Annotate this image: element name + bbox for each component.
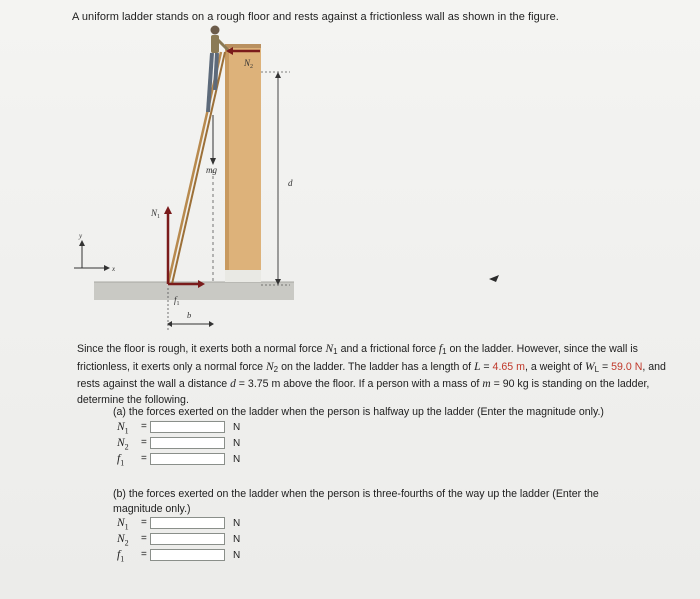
mouse-cursor-icon — [487, 270, 501, 284]
b-label: b — [187, 310, 192, 320]
f1-label: $f_1$ — [174, 295, 180, 307]
variable-label: $N_1$ — [117, 517, 129, 532]
part-a-n2-input[interactable] — [150, 437, 225, 449]
length-value: 4.65 m — [492, 360, 525, 373]
problem-title: A uniform ladder stands on a rough floor and rests against a frictionless wall as shown in the figure. — [72, 11, 559, 23]
unit-label: N — [233, 438, 241, 449]
y-axis-label: y — [79, 232, 83, 240]
n1-label: $N_1$ — [151, 208, 161, 220]
part-b-prompt: (b) the forces exerted on the ladder when the person is three-fourths of the way up the ladder (Enter the magnitude only.) — [113, 488, 599, 515]
variable-label: $N_1$ — [117, 421, 129, 436]
variable-label: $f_1$ — [117, 549, 125, 564]
part-b-n2-input[interactable] — [150, 533, 225, 545]
part-a-n1-input[interactable] — [150, 421, 225, 433]
weight-value: 59.0 N — [611, 360, 643, 373]
part-b-f1-input[interactable] — [150, 549, 225, 561]
part-b-n1-input[interactable] — [150, 517, 225, 529]
part-a-prompt: (a) the forces exerted on the ladder when the person is halfway up the ladder (Enter the magnitude only.) — [113, 406, 604, 418]
unit-label: N — [233, 518, 241, 529]
ladder-figure — [60, 20, 380, 340]
variable-label: $N_2$ — [117, 533, 129, 548]
n2-label: $N_2$ — [244, 58, 254, 70]
axes-icon — [74, 232, 116, 273]
mg-label: mg — [206, 165, 217, 175]
x-axis-label: x — [112, 265, 116, 273]
wall — [225, 44, 261, 282]
variable-label: $N_2$ — [117, 437, 129, 452]
unit-label: N — [233, 422, 241, 433]
page: A uniform ladder stands on a rough floor and rests against a frictionless wall as shown in the figure. mg $N_2$ d $N_1$ $f_1$ b y x Since the floor is rough, it exerts both a normal force $N_1$ and a frictional force $f_1$ on the ladder. However, since the wall is frictionless, it exerts only a normal force $N_2$ on the ladder. The ladder has a length of L = 4.65 m, a weight of $W_L = 59.0$ N, and rests against the wall a distance d = 3.75 m above the floor. If a person with a mass of m = 90 kg is standing on the ladder, determine the following. (a) the forces exerted on the ladder when the person is halfway up the ladder (Enter the magnitude only.) $N_1$ = N $N_2$ = N $f_1$ = N (b) the forces exerted on the ladder when the person is three-fourths of the way up the ladder (Enter the magnitude only.) $N_1$ = N $N_2$ = N $f_1$ = N — [0, 0, 700, 599]
variable-label: $f_1$ — [117, 453, 125, 468]
unit-label: N — [233, 550, 241, 561]
part-a-f1-input[interactable] — [150, 453, 225, 465]
unit-label: N — [233, 454, 241, 465]
problem-description: Since the floor is rough, it exerts both a normal force $N_1$ and a frictional force $f_1$ on the ladder. However, since the wall is frictionless, it exerts only a normal force $N_2$ on the ladder. The ladder has a length of L = 4.65 m, a weight of $W_L = 59.0$ N, and rests against the wall a distance d = 3.75 m above the floor. If a person with a mass of m = 90 kg is standing on the ladder, determine the following. — [77, 343, 666, 406]
unit-label: N — [233, 534, 241, 545]
d-label: d — [288, 178, 293, 188]
